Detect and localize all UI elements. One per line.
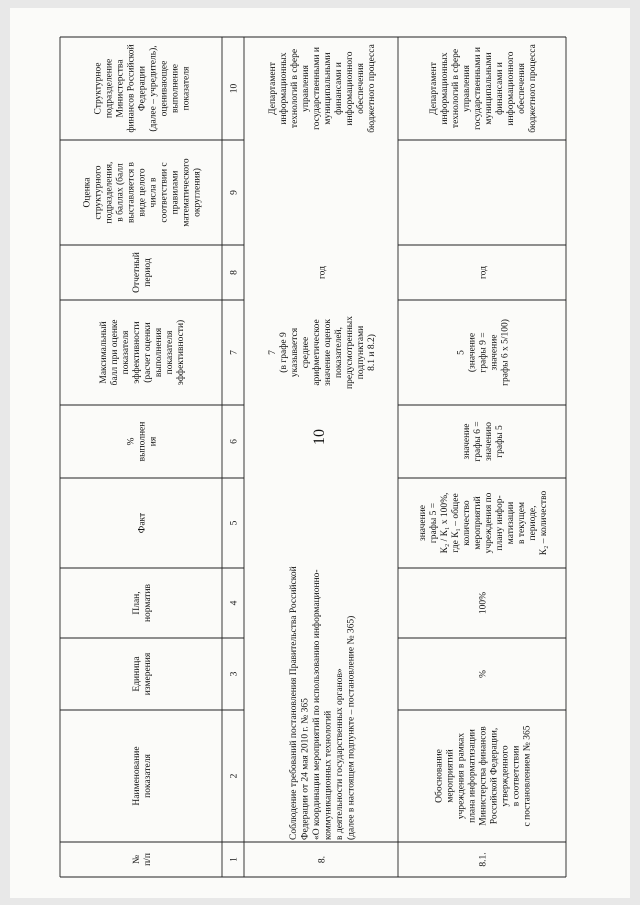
hdr-department-line: оценивающее [159, 60, 170, 117]
hdr-score [83, 158, 203, 226]
row81-percent-line: графы 5 [495, 425, 505, 458]
hdr-percent-line: % [126, 437, 137, 446]
hdr-num-line: № [132, 854, 142, 865]
col-number-8-line: 8 [229, 270, 240, 275]
row81-fact-line: К₂ / К₁ x 100%, [440, 492, 450, 554]
row81-department-line: технологий в сфере [451, 48, 461, 129]
hdr-department-line: финансов Российской [126, 44, 137, 133]
hdr-department-line: подразделение [104, 58, 115, 119]
row81-unit [479, 670, 489, 678]
row8-title-line: коммуникационных технологий [323, 710, 334, 840]
hdr-max-score-line: эффективности) [176, 319, 186, 386]
row81-department-line: финансами и [495, 62, 505, 115]
table-text [83, 43, 550, 866]
hdr-score-line: выставляется в [126, 162, 137, 223]
row8-num-line: 8. [317, 855, 328, 864]
hdr-department-line: (далее – учредитель), [148, 45, 159, 132]
row8-department-line: Департамент [268, 62, 278, 115]
col-number-7 [230, 350, 240, 355]
row81-plan-line: 100% [478, 591, 489, 615]
hdr-department-line: Федерации [137, 66, 148, 111]
hdr-max-score-line: показателя [121, 330, 131, 375]
col-number-6 [230, 439, 240, 444]
col-number-2 [230, 773, 240, 778]
hdr-max-score-line: эффективности [132, 321, 142, 384]
col-number-3-line: 3 [229, 671, 240, 677]
hdr-name-line: Наименование [132, 746, 142, 806]
hdr-department-line: выполнение [170, 63, 181, 114]
col-number-3 [230, 671, 240, 676]
row81-department-line: муниципальными [484, 52, 494, 125]
row8-department-line: технологий в сфере [290, 48, 300, 129]
hdr-score-line: подразделения, [104, 161, 115, 224]
hdr-max-score-line: показателя [165, 330, 175, 375]
row81-fact-line: учреждения по [484, 492, 494, 554]
row81-percent-line: графы 6 = [473, 421, 483, 462]
col-number-6-line: 6 [229, 439, 240, 444]
row81-fact-line: значение [418, 504, 428, 542]
hdr-plan-line: норматив [143, 583, 153, 623]
row81-fact-line: матизации [506, 501, 516, 545]
col-number-5 [230, 520, 240, 525]
hdr-score-line: округления) [192, 168, 203, 217]
row8-max-score-line: 8.1 и 8.2) [367, 334, 377, 371]
hdr-max-score-line: выполнения [154, 327, 164, 378]
row8-title-line: в деятельности государственных органов» [334, 668, 345, 840]
row8-max-score-line: арифметическое [312, 319, 322, 386]
row81-num [479, 852, 489, 866]
hdr-score-line: правилами [170, 170, 181, 215]
hdr-score-line: математического [181, 158, 192, 227]
row81-max-score-line: графы 6 x 5/100) [500, 319, 511, 386]
row81-department-line: бюджетного процесса [528, 44, 538, 133]
row8-department-line: государственными и [312, 47, 322, 130]
hdr-num [132, 853, 153, 866]
row8-max-score [268, 316, 377, 389]
row81-fact-line: в текущем [517, 501, 527, 545]
col-number-10 [230, 84, 240, 94]
col-number-2-line: 2 [229, 773, 240, 779]
row8-department-line: бюджетного процесса [367, 44, 377, 133]
row81-name-line: Российской Федерации, [489, 727, 500, 825]
row8-max-score-line: значение оценок [323, 319, 333, 386]
hdr-score-line: виде целого [137, 168, 148, 217]
hdr-max-score [98, 319, 186, 385]
row8-department-line: обеспечения [356, 63, 366, 114]
row8-department-line: управления [301, 65, 311, 112]
row8-department-line: финансами и [334, 62, 344, 115]
hdr-max-score-line: балл при оценке [110, 319, 120, 386]
row81-department-line: информационного [506, 51, 516, 126]
row81-unit-line: % [478, 670, 489, 678]
row81-max-score-line: значение [489, 334, 500, 371]
col-number-7-line: 7 [229, 350, 240, 355]
row81-max-score-line: 5 [456, 350, 467, 355]
row8-title-line: Федерации от 24 мая 2010 г. № 365 [300, 698, 311, 840]
row8-title-line: (далее в настоящем подпункте – постановление № 365) [346, 615, 357, 840]
hdr-name-line: показателя [143, 754, 153, 798]
row81-fact [418, 491, 549, 556]
hdr-unit-line: измерения [143, 652, 153, 696]
hdr-num-line: п/п [143, 853, 153, 866]
hdr-unit-line: Единица [132, 656, 142, 692]
row8-max-score-line: показателей, [334, 326, 344, 379]
row81-fact-line: К₂ – количество [539, 490, 549, 556]
row81-name-line: Обоснование [434, 749, 445, 803]
hdr-period-line: Отчетный [132, 252, 142, 293]
hdr-period [131, 252, 153, 293]
row81-fact-line: графы 5 = [429, 502, 439, 544]
col-number-5-line: 5 [229, 520, 240, 526]
hdr-percent-line: ия [148, 436, 159, 447]
hdr-fact [138, 512, 148, 533]
col-number-4-line: 4 [229, 600, 240, 606]
col-number-9 [230, 190, 240, 195]
col-number-1 [230, 857, 240, 862]
col-number-4 [230, 600, 240, 605]
row81-department-line: Департамент [429, 62, 439, 115]
row8-num [318, 856, 328, 863]
hdr-plan [132, 583, 153, 622]
row81-fact-line: периоде, [528, 505, 538, 541]
row81-name-line: с постановлением № 365 [522, 725, 533, 827]
hdr-unit [132, 652, 153, 695]
col-number-1-line: 1 [229, 857, 240, 862]
row81-fact-line: мероприятий [473, 496, 483, 550]
row81-fact-line: количество [462, 500, 472, 546]
hdr-score-line: структурного [93, 165, 104, 220]
row81-fact-line: где К₁ – общее [451, 493, 461, 553]
hdr-department-line: Министерства [115, 59, 126, 118]
hdr-department-line: показателя [181, 66, 192, 111]
row8-max-score-line: предусмотренных [345, 316, 355, 389]
row81-department-line: обеспечения [517, 63, 527, 114]
col-number-9-line: 9 [229, 190, 240, 195]
hdr-max-score-line: (расчет оценки [143, 322, 153, 383]
hdr-score-line: в баллах (балл [115, 163, 126, 222]
row8-department [268, 43, 377, 132]
row81-department-line: государственными и [473, 47, 483, 130]
row81-name-line: плана информатизации [467, 729, 478, 823]
row81-name-line: в соответствии [511, 745, 522, 807]
row81-percent [462, 421, 505, 461]
hdr-period-line: период [143, 258, 153, 287]
row8-max-score-line: указывается [290, 327, 300, 378]
hdr-percent-line: выполнен [137, 421, 148, 462]
row8-title-line: Соблюдение требований постановления Правительства Российской [288, 566, 299, 840]
row81-name-line: учреждения в рамках [456, 732, 467, 820]
row8-period-line: год [317, 266, 328, 279]
row8-department-line: информационного [345, 51, 355, 126]
hdr-plan-line: План, [132, 591, 142, 615]
row81-department [429, 43, 538, 132]
row8-title [288, 566, 357, 840]
hdr-max-score-line: Максимальный [99, 321, 109, 384]
row81-period [479, 266, 489, 279]
row8-department-line: информационных [279, 52, 289, 125]
col-number-8 [230, 270, 240, 275]
page-number-text: 10 [311, 429, 328, 445]
hdr-name [132, 746, 153, 805]
hdr-score-line: соответствии с [159, 162, 170, 223]
row81-name-line: мероприятий [445, 749, 456, 803]
hdr-fact-line: Факт [137, 512, 148, 534]
row81-name-line: Министерства финансов [478, 726, 489, 826]
row81-num-line: 8.1. [478, 852, 489, 867]
hdr-department-line: Структурное [93, 62, 104, 115]
row8-department-line: муниципальными [323, 52, 333, 125]
row8-max-score-line: 7 [268, 350, 278, 355]
row81-name [434, 725, 533, 826]
row81-max-score-line: (значение [467, 332, 478, 373]
row8-max-score-line: подпунктами [356, 325, 366, 380]
row81-plan [479, 592, 489, 614]
hdr-percent [127, 422, 159, 462]
row81-department-line: управления [462, 65, 472, 112]
row81-department-line: информационных [440, 52, 450, 125]
row81-fact-line: плану инфор- [495, 495, 505, 551]
col-number-10-line: 10 [229, 83, 240, 94]
row81-percent-line: значению [484, 422, 494, 461]
row81-percent-line: значение [462, 423, 472, 460]
row81-max-score-line: графы 9 = [478, 332, 489, 373]
hdr-score-line: Оценка [82, 177, 93, 208]
hdr-department [94, 44, 192, 132]
row8-max-score-line: среднее [301, 336, 311, 369]
hdr-score-line: числа в [148, 177, 159, 208]
row81-max-score [457, 319, 511, 386]
row81-period-line: год [478, 266, 489, 279]
row8-max-score-line: (в графе 9 [279, 332, 289, 373]
row81-name-line: утвержденного [500, 745, 511, 807]
row8-period [318, 266, 328, 279]
row8-title-line: «О координации мероприятий по использованию информационно- [311, 569, 322, 840]
